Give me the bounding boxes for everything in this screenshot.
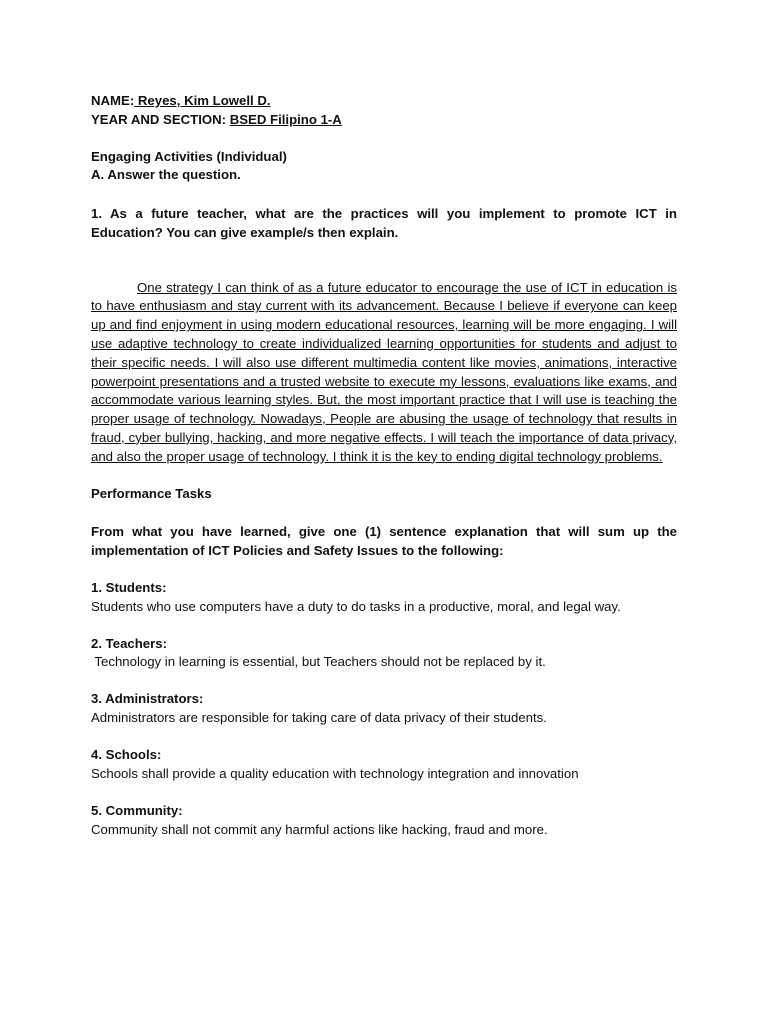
performance-instruction: From what you have learned, give one (1) sentence explanation that will sum up the implementation of ICT Policies and Safety Issues to the following: [91,524,677,559]
question-text: 1. As a future teacher, what are the practices will you implement to promote ICT in Education? You can give example/s then explain. [91,205,677,240]
activity-title: Engaging Activities (Individual) [91,148,287,164]
task-teachers [91,635,677,672]
year-section-label: YEAR AND SECTION: [91,111,230,127]
name-line [91,92,677,111]
task-community-text: Community shall not commit any harmful actions like hacking, fraud and more. [91,821,548,837]
task-schools-text: Schools shall provide a quality education with technology integration and innovation [91,765,579,781]
year-section-value: BSED Filipino 1-A [229,111,342,127]
task-community [91,802,677,839]
year-section-line [91,111,677,130]
name-label: NAME: [91,93,135,108]
performance-tasks-heading: Performance Tasks [91,486,212,502]
task-administrators-heading: 3. Administrators: [91,691,204,707]
task-students-heading: 1. Students: [91,579,167,595]
name-value: Reyes, Kim Lowell D. [134,93,271,108]
task-administrators [91,690,677,727]
task-administrators-text: Administrators are responsible for taking care of data privacy of their students. [91,710,547,726]
task-students-text: Students who use computers have a duty to do tasks in a productive, moral, and legal way. [91,598,621,614]
answer-paragraph: One strategy I can think of as a future educator to encourage the use of ICT in education is to have enthusiasm and stay current with its advancement. Because I believe if everyone can keep up and find enjoyment in using modern educational resources, learning will be more engaging. I will use adaptive technology to create individualized learning opportunities for students and adjust to their specific needs. I will also use different multimedia content like movies, animations, interactive powerpoint presentations and a trusted website to execute my lessons, evaluations like exams, and accommodate various learning styles. But, the most important practice that I will use is teaching the proper usage of technology. Nowadays, People are abusing the usage of technology that results in fraud, cyber bullying, hacking, and more negative effects. I will teach the importance of data privacy, and also the proper usage of technology. I think it is the key to ending digital technology problems. [91,279,677,464]
activity-instruction: A. Answer the question. [91,167,241,183]
task-teachers-text: Technology in learning is essential, but Teachers should not be replaced by it. [91,654,546,670]
task-community-heading: 5. Community: [91,803,183,819]
task-students [91,579,677,616]
task-schools [91,746,677,783]
task-teachers-heading: 2. Teachers: [91,635,167,651]
document-body [91,92,677,858]
task-schools-heading: 4. Schools: [91,747,162,763]
